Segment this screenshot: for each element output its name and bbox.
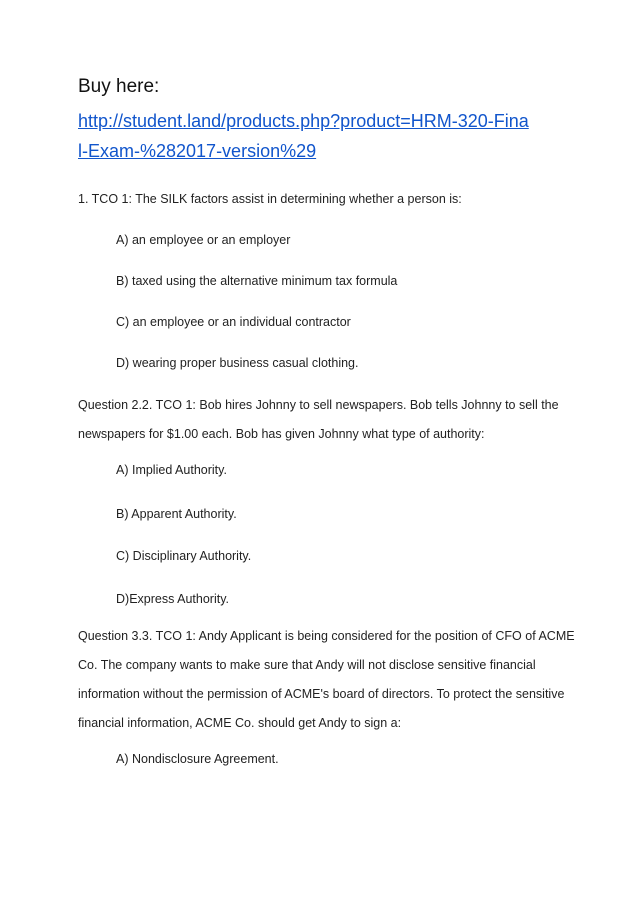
question-1-line-1: 1. TCO 1: The SILK factors assist in determining whether a person is: (78, 192, 462, 206)
buy-here-label: Buy here: (78, 76, 160, 97)
question-3-line-3: information without the permission of ACME's board of directors. To protect the sensitive (78, 687, 565, 701)
question-3-line-2: Co. The company wants to make sure that Andy will not disclose sensitive financial (78, 658, 536, 672)
question-1-option-b: B) taxed using the alternative minimum tax formula (116, 274, 398, 288)
question-3-text (78, 622, 598, 738)
product-link[interactable] (78, 106, 618, 166)
question-1-option-a: A) an employee or an employer (116, 233, 291, 247)
product-link-line-2[interactable]: l-Exam-%282017-version%29 (78, 141, 317, 161)
question-3-line-1: Question 3.3. TCO 1: Andy Applicant is being considered for the position of CFO of ACME (78, 629, 575, 643)
product-link-line-1[interactable]: http://student.land/products.php?product=HRM-320-Fina (78, 111, 529, 131)
question-2-option-a: A) Implied Authority. (116, 463, 227, 477)
question-2-text (78, 391, 598, 449)
question-2-option-b: B) Apparent Authority. (116, 507, 237, 521)
question-2-option-d: D)Express Authority. (116, 592, 230, 606)
question-1-text (78, 185, 598, 214)
question-2-line-2: newspapers for $1.00 each. Bob has given Johnny what type of authority: (78, 427, 485, 441)
question-1-option-d: D) wearing proper business casual clothing. (116, 356, 359, 370)
question-2-option-c: C) Disciplinary Authority. (116, 549, 252, 563)
question-2-line-1: Question 2.2. TCO 1: Bob hires Johnny to sell newspapers. Bob tells Johnny to sell the (78, 398, 559, 412)
question-3-option-a: A) Nondisclosure Agreement. (116, 752, 279, 766)
question-1-option-c: C) an employee or an individual contractor (116, 315, 351, 329)
question-3-line-4: financial information, ACME Co. should get Andy to sign a: (78, 716, 402, 730)
